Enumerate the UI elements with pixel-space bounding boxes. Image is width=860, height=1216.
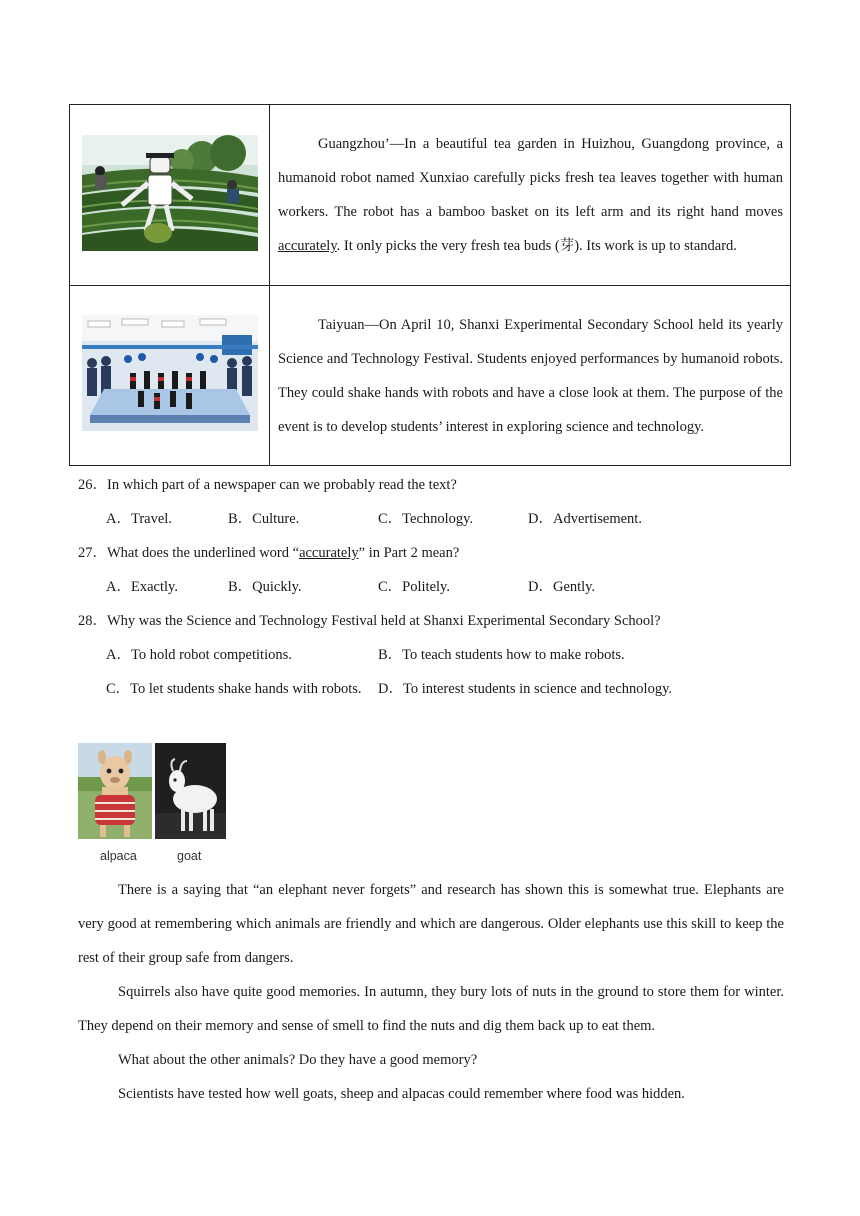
underlined-word-accurately: accurately — [278, 238, 337, 254]
q28-option-c: C．To let students shake hands with robots. — [106, 681, 362, 697]
alpaca-image — [78, 743, 152, 839]
news-text-taiyuan — [270, 286, 791, 466]
q27-underlined-word: accurately — [299, 545, 359, 561]
passage-paragraph-4: Scientists have tested how well goats, sheep and alpacas could remember where food was hidden. — [118, 1086, 685, 1102]
passage-paragraph-1: There is a saying that “an elephant never forgets” and research has shown this is somewhat true. Elephants are very good at remembering which animals are friendly and which are dangerous. Older elephants use this skill to keep the rest of their group safe from dangers. — [78, 882, 784, 966]
goat-caption: goat — [177, 849, 202, 863]
passage-paragraph-2: Squirrels also have quite good memories. In autumn, they bury lots of nuts in the ground to store them for winter. They depend on their memory and sense of smell to find the nuts and dig them back up to eat them. — [78, 984, 784, 1034]
q27-option-c: C．Politely. — [378, 579, 450, 595]
q26-option-d: D．Advertisement. — [528, 511, 642, 527]
robot-festival-image — [82, 315, 258, 431]
goat-svg — [155, 743, 226, 839]
image-cell-robot-festival — [70, 286, 270, 466]
q26-option-b: B．Culture. — [228, 511, 300, 527]
tea-garden-robot-image — [82, 135, 258, 251]
alpaca-caption: alpaca — [100, 849, 137, 863]
q27-stem-before: 27．What does the underlined word “ — [78, 545, 300, 561]
q28-option-a: A．To hold robot competitions. — [106, 647, 292, 663]
q27-stem-after: ” in Part 2 mean? — [358, 545, 460, 561]
question-26-stem: 26．In which part of a newspaper can we probably read the text? — [78, 477, 457, 493]
tea-garden-robot-svg — [82, 135, 258, 251]
q27-option-a: A．Exactly. — [106, 579, 178, 595]
guangzhou-paragraph — [278, 127, 783, 263]
question-28-stem: 28．Why was the Science and Technology Festival held at Shanxi Experimental Secondary School? — [78, 613, 661, 629]
news-row-taiyuan — [70, 286, 791, 466]
q26-option-a: A．Travel. — [106, 511, 172, 527]
guangzhou-text-before: Guangzhou’—In a beautiful tea garden in Huizhou, Guangdong province, a humanoid robot named Xunxiao carefully picks fresh tea leaves together with human workers. The robot has a bamboo basket on its left arm and its right hand moves — [278, 136, 783, 220]
guangzhou-text-after: . It only picks the very fresh tea buds (芽). Its work is up to standard. — [336, 238, 737, 254]
q26-option-c: C．Technology. — [378, 511, 474, 527]
taiyuan-paragraph: Taiyuan—On April 10, Shanxi Experimental Secondary School held its yearly Science and Technology Festival. Students enjoyed performances by humanoid robots. They could shake hands with robots and have a close look at them. The purpose of the event is to develop students’ interest in exploring science and technology. — [278, 316, 783, 435]
robot-festival-svg — [82, 315, 258, 431]
passage-paragraph-3: What about the other animals? Do they have a good memory? — [118, 1052, 478, 1068]
news-text-guangzhou — [270, 105, 791, 286]
news-table — [69, 104, 791, 466]
q28-option-d: D．To interest students in science and technology. — [378, 681, 673, 697]
q27-option-d: D．Gently. — [528, 579, 596, 595]
question-27-stem — [78, 543, 459, 563]
image-cell-tea-robot — [70, 105, 270, 286]
q27-option-b: B．Quickly. — [228, 579, 302, 595]
alpaca-svg — [78, 743, 152, 839]
q28-option-b: B．To teach students how to make robots. — [378, 647, 625, 663]
news-row-guangzhou — [70, 105, 791, 286]
goat-image — [155, 743, 226, 839]
